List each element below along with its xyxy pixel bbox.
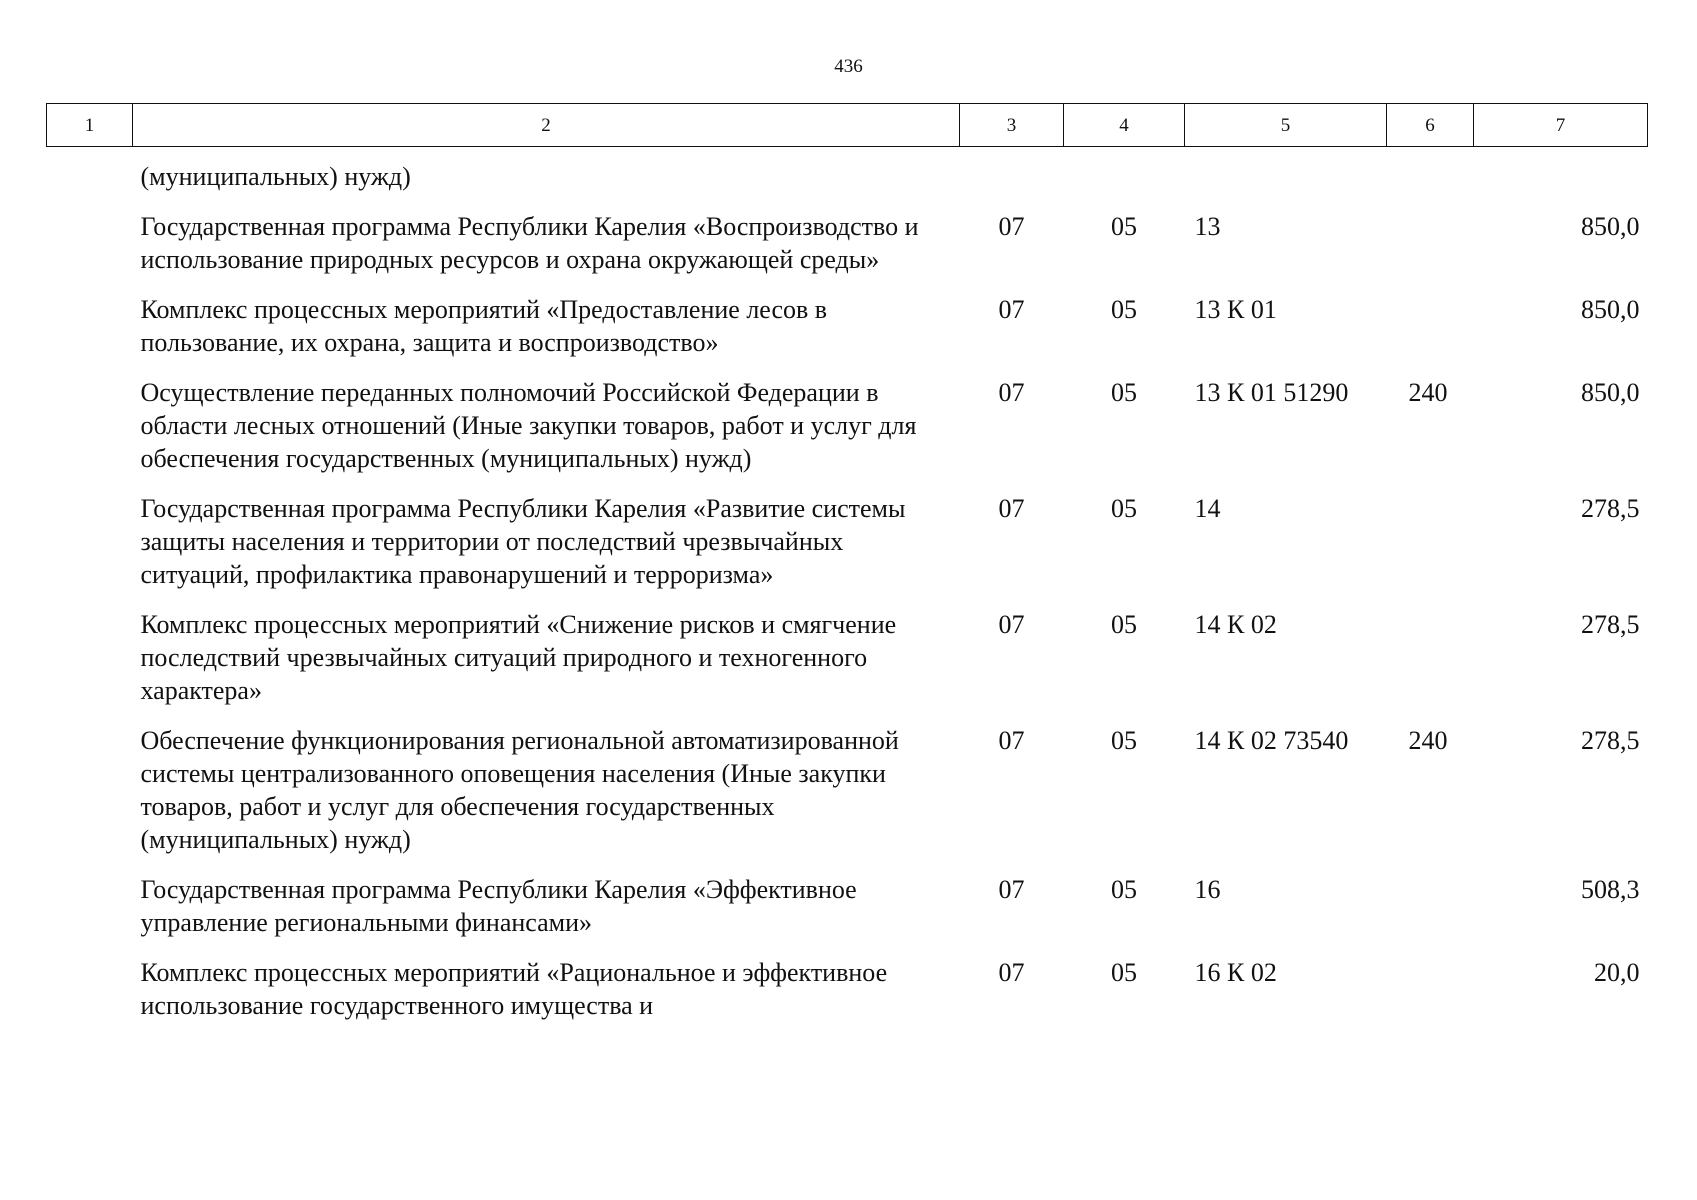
row-name: Государственная программа Республики Карелия «Развитие системы защиты населения и территории от последствий чрезвычайных ситуаций, профилактика правонарушений и терроризма»: [140, 494, 906, 589]
row-target: 13 К 01 51290: [1194, 378, 1349, 407]
row-subsection: 05: [1111, 494, 1137, 523]
row-target: 16 К 02: [1194, 958, 1277, 987]
row-subsection: 05: [1111, 958, 1137, 987]
row-name: Государственная программа Республики Карелия «Воспроизводство и использование природных ресурсов и охрана окружающей среды»: [140, 212, 919, 274]
table-row: [47, 724, 1648, 873]
row-name: Осуществление переданных полномочий Российской Федерации в области лесных отношений (Иные закупки товаров, работ и услуг для обеспечения государственных (муниципальных) нужд): [140, 378, 917, 473]
header-col-3: 3: [960, 104, 1064, 147]
row-amount: 278,5: [1581, 494, 1640, 523]
header-col-7: 7: [1474, 104, 1648, 147]
row-section: 07: [998, 875, 1025, 904]
table-row: [47, 492, 1648, 608]
row-amount: 278,5: [1581, 726, 1640, 755]
row-target: 14: [1194, 494, 1221, 523]
row-subsection: 05: [1111, 610, 1137, 639]
row-name: Комплекс процессных мероприятий «Предоставление лесов в пользование, их охрана, защита и воспроизводство»: [140, 295, 828, 357]
row-expense-type: [1387, 147, 1474, 211]
row-name: Комплекс процессных мероприятий «Рациональное и эффективное использование государственного имущества и: [140, 958, 888, 1020]
row-name: Государственная программа Республики Карелия «Эффективное управление региональными финансами»: [140, 875, 857, 937]
row-expense-type: 240: [1408, 726, 1448, 755]
row-target: 16: [1194, 875, 1221, 904]
row-subsection: 05: [1111, 295, 1137, 324]
row-target: 14 К 02 73540: [1194, 726, 1349, 755]
page-number: 436: [834, 56, 863, 77]
table-row: [47, 956, 1648, 1039]
row-amount: 850,0: [1581, 295, 1640, 324]
row-expense-type: [1387, 956, 1474, 1039]
row-target: 14 К 02: [1194, 610, 1277, 639]
budget-table: [46, 103, 1648, 1039]
row-amount: 278,5: [1581, 610, 1640, 639]
row-section: 07: [998, 212, 1025, 241]
row-target: 13 К 01: [1194, 295, 1277, 324]
row-name: Комплекс процессных мероприятий «Снижение рисков и смягчение последствий чрезвычайных ситуаций природного и техногенного характера»: [140, 610, 897, 705]
header-col-4: 4: [1064, 104, 1185, 147]
row-subsection: [1064, 147, 1185, 211]
table-header-row: [47, 104, 1648, 147]
row-section: 07: [998, 726, 1025, 755]
row-name: Обеспечение функционирования региональной автоматизированной системы централизованного оповещения населения (Иные закупки товаров, работ и услуг для обеспечения государственных (муниципальных) нужд): [140, 726, 899, 854]
table-row: [47, 873, 1648, 956]
row-amount: 850,0: [1581, 212, 1640, 241]
table-row: [47, 210, 1648, 293]
row-subsection: 05: [1111, 212, 1137, 241]
row-section: 07: [998, 295, 1025, 324]
row-subsection: 05: [1111, 726, 1137, 755]
row-expense-type: [1387, 293, 1474, 376]
row-expense-type: [1387, 210, 1474, 293]
row-expense-type: [1387, 492, 1474, 608]
header-col-5: 5: [1185, 104, 1387, 147]
row-expense-type: 240: [1408, 378, 1448, 407]
row-expense-type: [1387, 873, 1474, 956]
row-subsection: 05: [1111, 378, 1137, 407]
table-row: [47, 376, 1648, 492]
row-target: 13: [1194, 212, 1221, 241]
row-section: 07: [998, 494, 1025, 523]
row-amount: 850,0: [1581, 378, 1640, 407]
row-target: [1185, 147, 1387, 211]
table-row: [47, 608, 1648, 724]
row-amount: 20,0: [1594, 958, 1640, 987]
row-section: 07: [998, 378, 1025, 407]
row-amount: 508,3: [1581, 875, 1640, 904]
row-name: (муниципальных) нужд): [140, 162, 411, 191]
row-section: [960, 147, 1064, 211]
row-section: 07: [998, 610, 1025, 639]
header-col-1: 1: [47, 104, 133, 147]
table-row: [47, 293, 1648, 376]
row-subsection: 05: [1111, 875, 1137, 904]
row-expense-type: [1387, 608, 1474, 724]
row-section: 07: [998, 958, 1025, 987]
header-col-2: 2: [133, 104, 960, 147]
row-amount: [1474, 147, 1648, 211]
table-row: [47, 147, 1648, 211]
header-col-6: 6: [1387, 104, 1474, 147]
